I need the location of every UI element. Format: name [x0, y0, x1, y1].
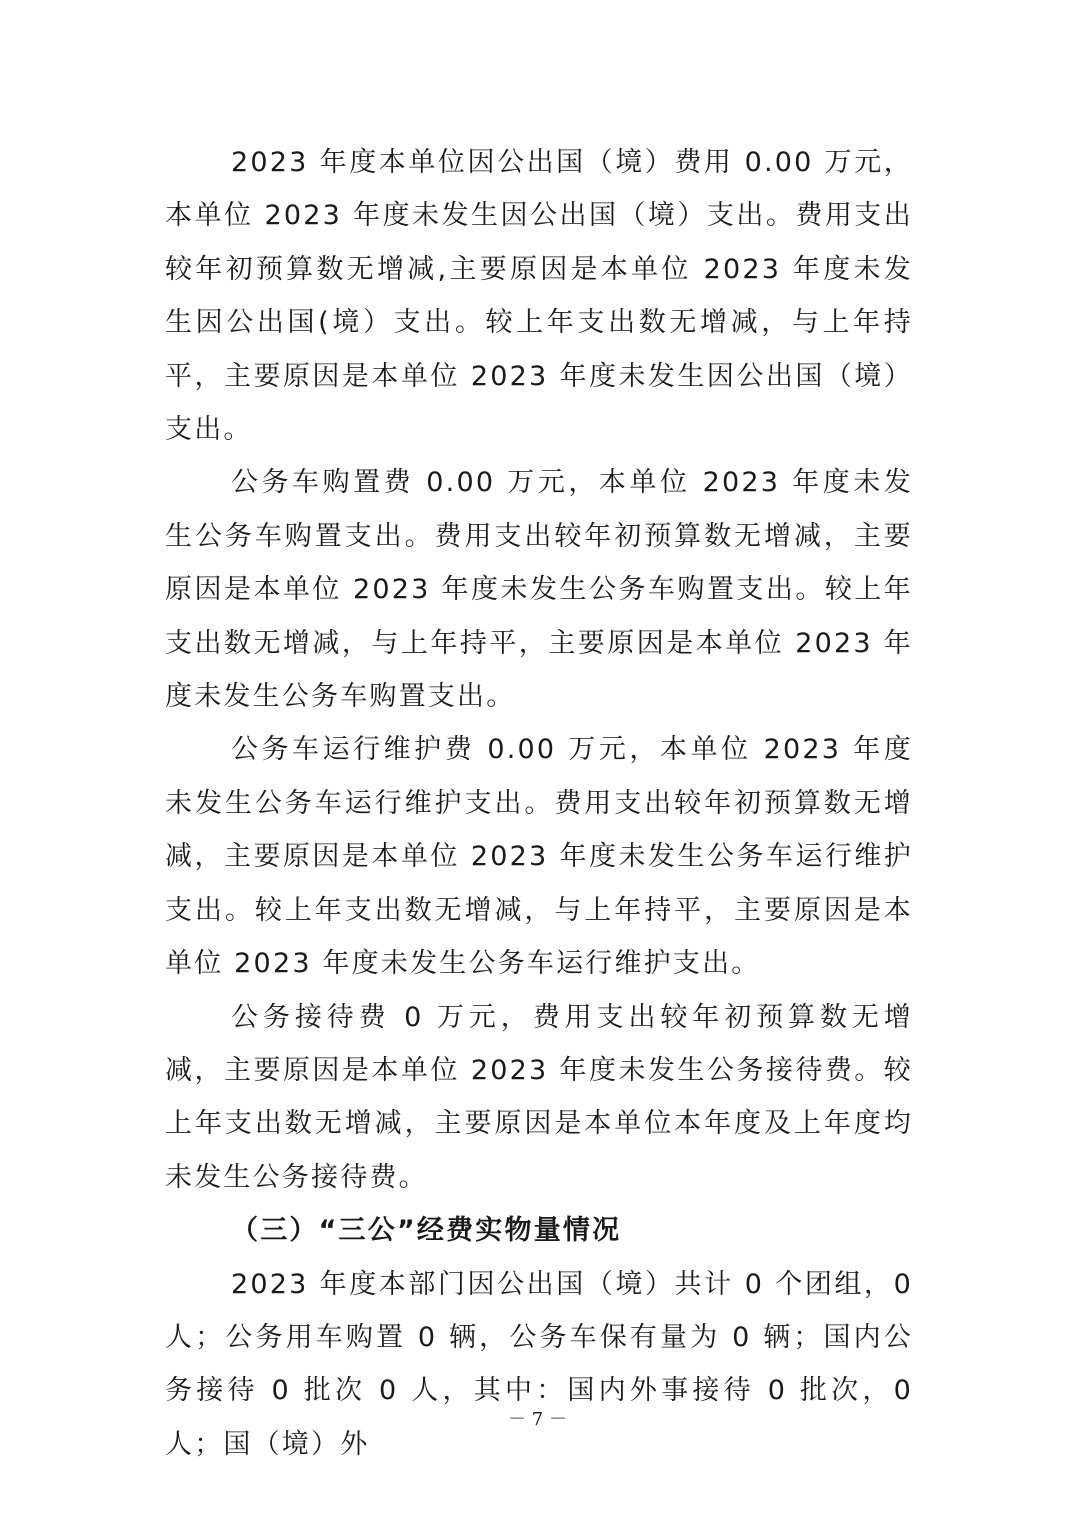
section-heading-physical-quantity: （三）“三公”经费实物量情况 — [231, 1215, 622, 1247]
page-number: － 7 － — [508, 1409, 567, 1430]
paragraph-vehicle-maintenance-expense: 公务车运行维护费 0.00 万元，本单位 2023 年度未发生公务车运行维护支出。费用支出较年初预算数无增减，主要原因是本单位 2023 年度未发生公务车运行维护支出。较上年支出数无增减，与上年持平，主要原因是本单位 2023 年度未发生公务车运行维护支出。 — [165, 734, 913, 980]
paragraph-vehicle-purchase-expense: 公务车购置费 0.00 万元，本单位 2023 年度未发生公务车购置支出。费用支出较年初预算数无增减，主要原因是本单位 2023 年度未发生公务车购置支出。较上年支出数无增减，与上年持平，主要原因是本单位 2023 年度未发生公务车购置支出。 — [165, 467, 913, 713]
paragraph-reception-expense: 公务接待费 0 万元，费用支出较年初预算数无增减，主要原因是本单位 2023 年度未发生公务接待费。较上年支出数无增减，主要原因是本单位本年度及上年度均未发生公务接待费。 — [165, 1001, 913, 1193]
paragraph-physical-quantity: 2023 年度本部门因公出国（境）共计 0 个团组，0 人；公务用车购置 0 辆，公务车保有量为 0 辆；国内公务接待 0 批次 0 人，其中：国内外事接待 0 批次，0 人；国（境）外 — [165, 1268, 913, 1460]
paragraph-overseas-travel-expense: 2023 年度本单位因公出国（境）费用 0.00 万元，本单位 2023 年度未发生因公出国（境）支出。费用支出较年初预算数无增减,主要原因是本单位 2023 年度未发生因公出国(境）支出。较上年支出数无增减，与上年持平，主要原因是本单位 2023 年度未发生因公出国（境）支出。 — [165, 147, 913, 446]
document-body — [165, 136, 913, 1471]
